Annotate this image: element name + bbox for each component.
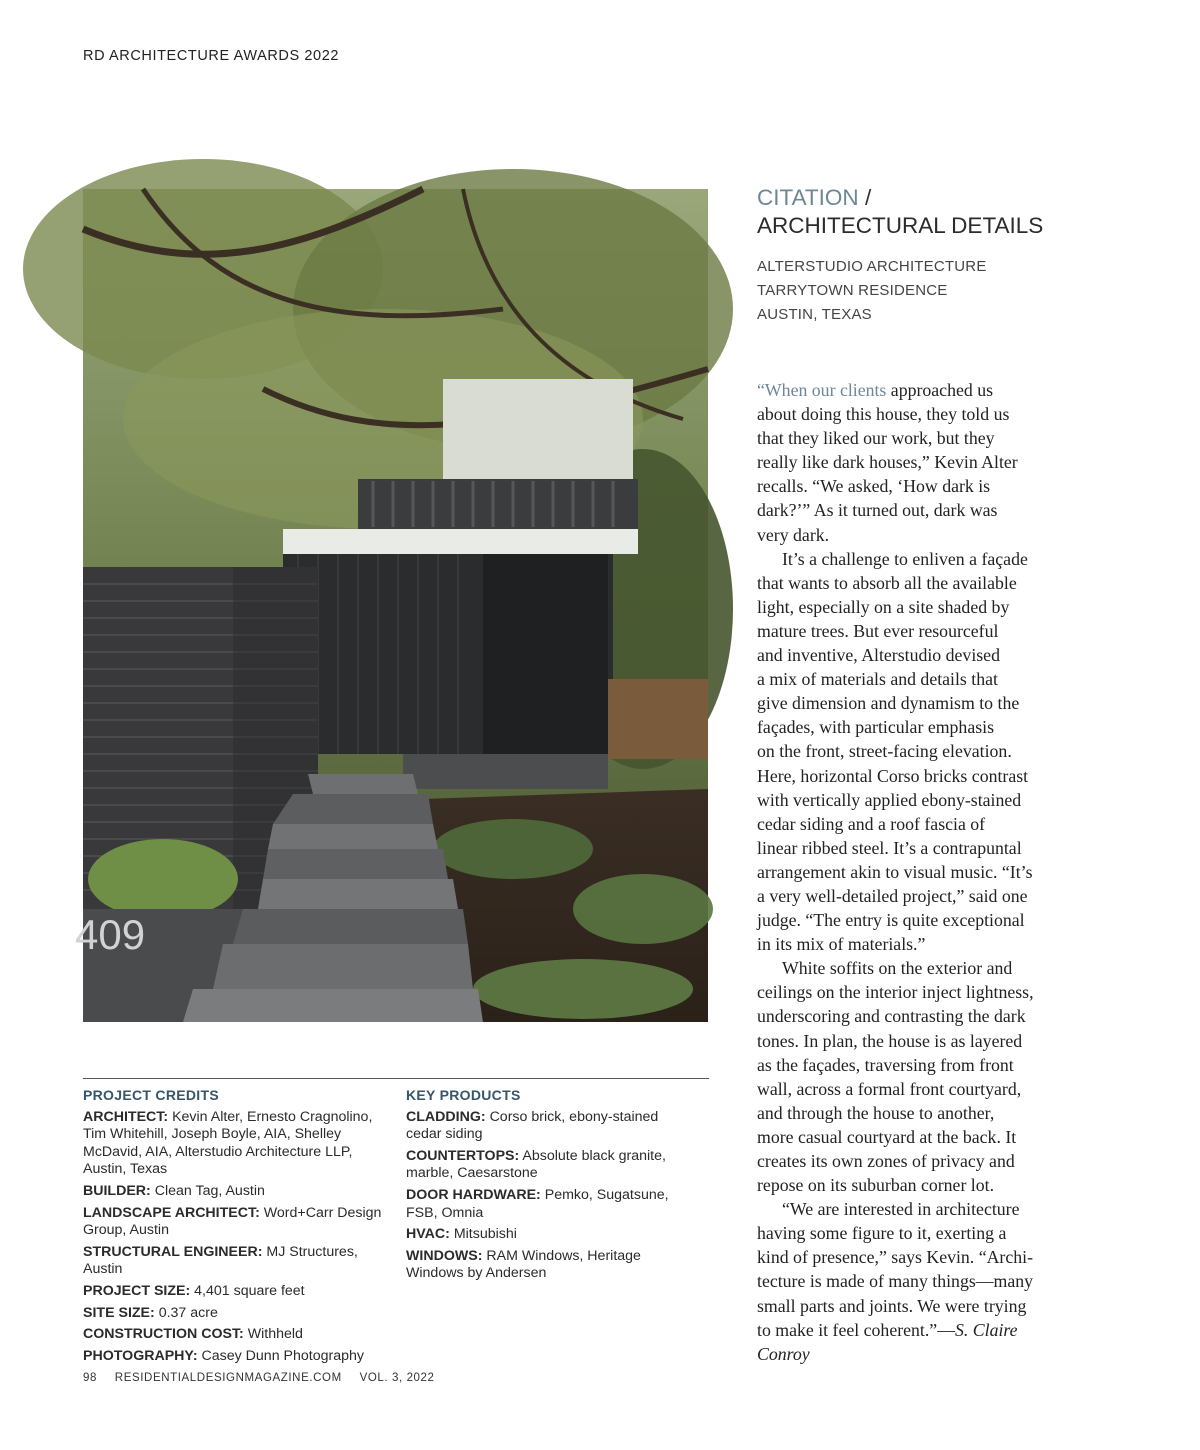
credit-label: CLADDING: bbox=[406, 1108, 486, 1125]
magazine-site: RESIDENTIALDESIGNMAGAZINE.COM bbox=[114, 1372, 342, 1384]
credit-entry bbox=[83, 1326, 388, 1344]
credit-value: Absolute black granite, marble, Caesarstone bbox=[406, 1147, 666, 1182]
credit-entry bbox=[83, 1244, 388, 1279]
article-body bbox=[757, 378, 1057, 1366]
article-paragraph bbox=[757, 1197, 1057, 1366]
credit-entry bbox=[83, 1183, 388, 1201]
page-number: 98 bbox=[83, 1372, 97, 1384]
credit-value: MJ Structures, Austin bbox=[83, 1243, 358, 1278]
credit-entry bbox=[83, 1283, 388, 1301]
credit-label: SITE SIZE: bbox=[83, 1304, 155, 1321]
credits-divider bbox=[83, 1078, 709, 1079]
category-name: ARCHITECTURAL DETAILS bbox=[757, 213, 1044, 238]
category-separator: / bbox=[864, 185, 872, 210]
credit-entry bbox=[406, 1226, 696, 1244]
article-paragraph: White soffits on the exterior and ceilings on the interior inject lightness, underscoring and contrasting the dark tones. In plan, the house is as layered as the façades, traversing from front wall, across a formal front courtyard, and through the house to another, more casual courtyard at the back. It creates its own zones of privacy and repose on its suburban corner lot. bbox=[757, 958, 1034, 1196]
credit-value: Corso brick, ebony-stained cedar siding bbox=[406, 1108, 659, 1143]
category-accent: CITATION bbox=[757, 185, 859, 210]
credit-value: RAM Windows, Heritage Windows by Andersen bbox=[406, 1247, 641, 1282]
credit-value: Casey Dunn Photography bbox=[201, 1347, 364, 1364]
credit-label: WINDOWS: bbox=[406, 1247, 483, 1264]
credits-list bbox=[83, 1109, 388, 1366]
credit-entry bbox=[406, 1148, 696, 1183]
credit-label: DOOR HARDWARE: bbox=[406, 1186, 541, 1203]
credit-entry bbox=[83, 1305, 388, 1323]
credit-entry bbox=[83, 1205, 388, 1240]
credit-value: Pemko, Sugatsune, FSB, Omnia bbox=[406, 1186, 669, 1221]
project-credits bbox=[83, 1087, 388, 1369]
credit-label: BUILDER: bbox=[83, 1182, 151, 1199]
credit-entry bbox=[406, 1187, 696, 1222]
credit-label: CONSTRUCTION COST: bbox=[83, 1326, 244, 1343]
credit-value: Mitsubishi bbox=[453, 1226, 517, 1243]
credit-label: ARCHITECT: bbox=[83, 1108, 169, 1125]
credit-label: LANDSCAPE ARCHITECT: bbox=[83, 1204, 260, 1221]
project-name: TARRYTOWN RESIDENCE bbox=[757, 282, 948, 299]
credit-value: 0.37 acre bbox=[158, 1304, 218, 1321]
credit-value: Kevin Alter, Ernesto Cragnolino, Tim Whitehill, Joseph Boyle, AIA, Shelley McDavid, AIA, Alterstudio Architecture LLP, Austin, Texas bbox=[83, 1108, 373, 1178]
products-title: KEY PRODUCTS bbox=[406, 1087, 521, 1103]
key-products bbox=[406, 1087, 696, 1287]
house-number: 409 bbox=[75, 911, 146, 958]
credit-entry bbox=[83, 1348, 388, 1366]
credit-entry bbox=[406, 1109, 696, 1144]
firm-name: ALTERSTUDIO ARCHITECTURE bbox=[757, 258, 987, 275]
house-photo bbox=[75, 189, 708, 1022]
credit-value: Clean Tag, Austin bbox=[154, 1182, 265, 1199]
article-lead: “When our clients bbox=[757, 380, 887, 400]
article-paragraph: It’s a challenge to enliven a façade that wants to absorb all the available light, especially on a site shaded by mature trees. But ever resourceful and inventive, Alterstudio devised a mix of materials and details that give dimension and dynamism to the façades, with particular emphasis on the front, street-facing elevation. Here, horizontal Corso bricks contrast with vertically applied ebony-stained cedar siding and a roof fascia of linear ribbed steel. It’s a contrapuntal arrangement akin to visual music. “It’s a very well-detailed project,” said one judge. “The entry is quite exceptional in its mix of materials.” bbox=[757, 548, 1033, 955]
credit-label: STRUCTURAL ENGINEER: bbox=[83, 1243, 263, 1260]
project-info bbox=[757, 255, 987, 327]
credit-label: COUNTERTOPS: bbox=[406, 1147, 520, 1164]
author-signature: S. Claire Conroy bbox=[757, 1319, 1018, 1364]
project-location: AUSTIN, TEXAS bbox=[757, 306, 872, 323]
credits-title: PROJECT CREDITS bbox=[83, 1087, 219, 1103]
running-header: RD ARCHITECTURE AWARDS 2022 bbox=[83, 48, 340, 64]
credit-value: Word+Carr Design Group, Austin bbox=[83, 1204, 382, 1239]
award-category bbox=[757, 184, 1043, 240]
article-text: “We are interested in architecture having some figure to it, exerting a kind of presence,” says Kevin. “Archi- tecture is made of many things—many small parts and joints. We were trying to make it feel coherent.”— bbox=[757, 1199, 1034, 1340]
products-list bbox=[406, 1109, 696, 1283]
credit-entry bbox=[83, 1109, 388, 1179]
credit-label: PROJECT SIZE: bbox=[83, 1282, 191, 1299]
article-paragraph bbox=[757, 378, 1057, 547]
credit-value: 4,401 square feet bbox=[194, 1282, 305, 1299]
credit-label: HVAC: bbox=[406, 1226, 450, 1243]
article-text: approached us about doing this house, they told us that they liked our work, but they really like dark houses,” Kevin Alter recalls. “We asked, ‘How dark is dark?’” As it turned out, dark was very dark. bbox=[757, 380, 1018, 545]
page-footer bbox=[83, 1372, 449, 1384]
issue-info: VOL. 3, 2022 bbox=[359, 1372, 435, 1384]
credit-entry bbox=[406, 1248, 696, 1283]
credit-label: PHOTOGRAPHY: bbox=[83, 1347, 198, 1364]
credit-value: Withheld bbox=[247, 1326, 303, 1343]
